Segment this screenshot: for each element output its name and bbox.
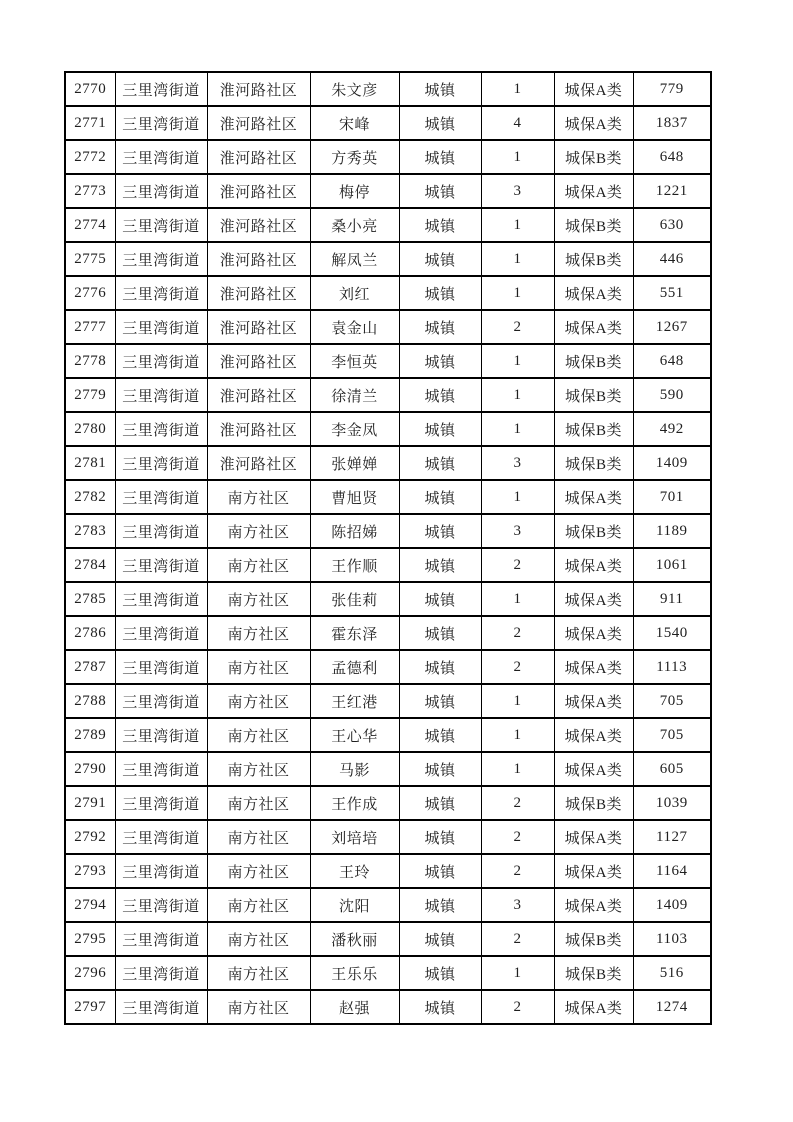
cell-household-count: 3 <box>481 888 554 922</box>
cell-residence-type: 城镇 <box>399 208 481 242</box>
cell-street: 三里湾街道 <box>115 888 207 922</box>
cell-person-name: 方秀英 <box>310 140 399 174</box>
cell-person-name: 王作成 <box>310 786 399 820</box>
cell-serial-number: 2771 <box>65 106 115 140</box>
cell-street: 三里湾街道 <box>115 582 207 616</box>
cell-street: 三里湾街道 <box>115 922 207 956</box>
cell-serial-number: 2783 <box>65 514 115 548</box>
cell-residence-type: 城镇 <box>399 174 481 208</box>
cell-household-count: 4 <box>481 106 554 140</box>
cell-street: 三里湾街道 <box>115 480 207 514</box>
cell-street: 三里湾街道 <box>115 650 207 684</box>
cell-insurance-category: 城保A类 <box>554 752 633 786</box>
cell-residence-type: 城镇 <box>399 650 481 684</box>
cell-household-count: 1 <box>481 208 554 242</box>
cell-street: 三里湾街道 <box>115 718 207 752</box>
cell-community: 淮河路社区 <box>207 310 310 344</box>
cell-person-name: 赵强 <box>310 990 399 1024</box>
cell-residence-type: 城镇 <box>399 990 481 1024</box>
table-row <box>65 956 711 990</box>
table-row <box>65 276 711 310</box>
cell-insurance-category: 城保A类 <box>554 718 633 752</box>
cell-street: 三里湾街道 <box>115 616 207 650</box>
cell-residence-type: 城镇 <box>399 514 481 548</box>
cell-person-name: 宋峰 <box>310 106 399 140</box>
cell-person-name: 袁金山 <box>310 310 399 344</box>
cell-street: 三里湾街道 <box>115 956 207 990</box>
cell-amount: 779 <box>633 72 711 106</box>
cell-person-name: 徐清兰 <box>310 378 399 412</box>
cell-insurance-category: 城保B类 <box>554 786 633 820</box>
table-row <box>65 72 711 106</box>
cell-person-name: 王红港 <box>310 684 399 718</box>
cell-insurance-category: 城保A类 <box>554 854 633 888</box>
table-row <box>65 344 711 378</box>
cell-residence-type: 城镇 <box>399 378 481 412</box>
cell-community: 南方社区 <box>207 786 310 820</box>
cell-amount: 701 <box>633 480 711 514</box>
cell-household-count: 2 <box>481 616 554 650</box>
cell-community: 南方社区 <box>207 480 310 514</box>
cell-amount: 1274 <box>633 990 711 1024</box>
table-row <box>65 786 711 820</box>
cell-household-count: 1 <box>481 344 554 378</box>
table-row <box>65 616 711 650</box>
cell-person-name: 刘培培 <box>310 820 399 854</box>
cell-serial-number: 2778 <box>65 344 115 378</box>
cell-person-name: 张婵婵 <box>310 446 399 480</box>
cell-insurance-category: 城保A类 <box>554 174 633 208</box>
cell-person-name: 李金凤 <box>310 412 399 446</box>
cell-amount: 648 <box>633 344 711 378</box>
cell-street: 三里湾街道 <box>115 412 207 446</box>
cell-serial-number: 2786 <box>65 616 115 650</box>
cell-household-count: 3 <box>481 174 554 208</box>
cell-household-count: 1 <box>481 582 554 616</box>
cell-person-name: 刘红 <box>310 276 399 310</box>
cell-person-name: 王乐乐 <box>310 956 399 990</box>
cell-household-count: 2 <box>481 310 554 344</box>
cell-street: 三里湾街道 <box>115 820 207 854</box>
cell-household-count: 3 <box>481 514 554 548</box>
cell-residence-type: 城镇 <box>399 888 481 922</box>
cell-residence-type: 城镇 <box>399 548 481 582</box>
table-row <box>65 106 711 140</box>
cell-residence-type: 城镇 <box>399 72 481 106</box>
cell-amount: 630 <box>633 208 711 242</box>
cell-street: 三里湾街道 <box>115 990 207 1024</box>
cell-person-name: 马影 <box>310 752 399 786</box>
cell-street: 三里湾街道 <box>115 548 207 582</box>
cell-serial-number: 2773 <box>65 174 115 208</box>
cell-residence-type: 城镇 <box>399 616 481 650</box>
cell-household-count: 2 <box>481 854 554 888</box>
cell-serial-number: 2770 <box>65 72 115 106</box>
cell-amount: 911 <box>633 582 711 616</box>
cell-amount: 1061 <box>633 548 711 582</box>
cell-household-count: 1 <box>481 752 554 786</box>
cell-community: 南方社区 <box>207 922 310 956</box>
cell-residence-type: 城镇 <box>399 344 481 378</box>
cell-insurance-category: 城保B类 <box>554 446 633 480</box>
cell-person-name: 王玲 <box>310 854 399 888</box>
cell-household-count: 1 <box>481 72 554 106</box>
cell-person-name: 朱文彦 <box>310 72 399 106</box>
cell-household-count: 1 <box>481 276 554 310</box>
cell-community: 南方社区 <box>207 718 310 752</box>
cell-community: 南方社区 <box>207 990 310 1024</box>
cell-community: 淮河路社区 <box>207 174 310 208</box>
cell-amount: 1267 <box>633 310 711 344</box>
cell-amount: 1409 <box>633 888 711 922</box>
cell-serial-number: 2797 <box>65 990 115 1024</box>
cell-insurance-category: 城保B类 <box>554 922 633 956</box>
cell-household-count: 3 <box>481 446 554 480</box>
cell-amount: 1103 <box>633 922 711 956</box>
cell-serial-number: 2782 <box>65 480 115 514</box>
cell-household-count: 2 <box>481 922 554 956</box>
cell-community: 淮河路社区 <box>207 72 310 106</box>
table-row <box>65 752 711 786</box>
cell-person-name: 霍东泽 <box>310 616 399 650</box>
cell-residence-type: 城镇 <box>399 480 481 514</box>
cell-insurance-category: 城保A类 <box>554 548 633 582</box>
cell-insurance-category: 城保B类 <box>554 378 633 412</box>
cell-insurance-category: 城保A类 <box>554 820 633 854</box>
cell-amount: 605 <box>633 752 711 786</box>
cell-amount: 516 <box>633 956 711 990</box>
cell-street: 三里湾街道 <box>115 378 207 412</box>
cell-serial-number: 2776 <box>65 276 115 310</box>
cell-residence-type: 城镇 <box>399 854 481 888</box>
cell-serial-number: 2788 <box>65 684 115 718</box>
cell-serial-number: 2772 <box>65 140 115 174</box>
cell-residence-type: 城镇 <box>399 684 481 718</box>
cell-community: 南方社区 <box>207 582 310 616</box>
cell-insurance-category: 城保A类 <box>554 888 633 922</box>
cell-street: 三里湾街道 <box>115 752 207 786</box>
table-row <box>65 990 711 1024</box>
table-row <box>65 650 711 684</box>
cell-residence-type: 城镇 <box>399 752 481 786</box>
cell-insurance-category: 城保A类 <box>554 72 633 106</box>
cell-street: 三里湾街道 <box>115 344 207 378</box>
cell-person-name: 沈阳 <box>310 888 399 922</box>
cell-serial-number: 2775 <box>65 242 115 276</box>
table-row <box>65 310 711 344</box>
cell-residence-type: 城镇 <box>399 922 481 956</box>
cell-amount: 551 <box>633 276 711 310</box>
cell-amount: 590 <box>633 378 711 412</box>
cell-insurance-category: 城保A类 <box>554 276 633 310</box>
cell-insurance-category: 城保A类 <box>554 616 633 650</box>
cell-household-count: 2 <box>481 820 554 854</box>
table-body <box>65 72 711 1024</box>
table-row <box>65 684 711 718</box>
cell-amount: 492 <box>633 412 711 446</box>
cell-community: 南方社区 <box>207 888 310 922</box>
cell-insurance-category: 城保A类 <box>554 650 633 684</box>
cell-amount: 1409 <box>633 446 711 480</box>
cell-person-name: 孟德利 <box>310 650 399 684</box>
cell-insurance-category: 城保A类 <box>554 684 633 718</box>
cell-residence-type: 城镇 <box>399 106 481 140</box>
cell-community: 南方社区 <box>207 956 310 990</box>
cell-amount: 1189 <box>633 514 711 548</box>
cell-residence-type: 城镇 <box>399 412 481 446</box>
cell-person-name: 李恒英 <box>310 344 399 378</box>
cell-person-name: 解凤兰 <box>310 242 399 276</box>
cell-insurance-category: 城保B类 <box>554 514 633 548</box>
table-row <box>65 480 711 514</box>
cell-household-count: 1 <box>481 140 554 174</box>
cell-community: 南方社区 <box>207 650 310 684</box>
table-row <box>65 446 711 480</box>
table-row <box>65 208 711 242</box>
cell-insurance-category: 城保A类 <box>554 582 633 616</box>
cell-serial-number: 2777 <box>65 310 115 344</box>
cell-community: 淮河路社区 <box>207 412 310 446</box>
table-row <box>65 140 711 174</box>
cell-serial-number: 2774 <box>65 208 115 242</box>
cell-household-count: 1 <box>481 684 554 718</box>
cell-street: 三里湾街道 <box>115 310 207 344</box>
cell-residence-type: 城镇 <box>399 582 481 616</box>
table-row <box>65 582 711 616</box>
cell-insurance-category: 城保B类 <box>554 140 633 174</box>
table-row <box>65 514 711 548</box>
cell-community: 淮河路社区 <box>207 276 310 310</box>
cell-community: 南方社区 <box>207 854 310 888</box>
cell-amount: 1221 <box>633 174 711 208</box>
cell-person-name: 梅停 <box>310 174 399 208</box>
cell-street: 三里湾街道 <box>115 174 207 208</box>
cell-amount: 1113 <box>633 650 711 684</box>
cell-serial-number: 2793 <box>65 854 115 888</box>
cell-person-name: 潘秋丽 <box>310 922 399 956</box>
cell-street: 三里湾街道 <box>115 208 207 242</box>
cell-serial-number: 2789 <box>65 718 115 752</box>
cell-amount: 446 <box>633 242 711 276</box>
cell-street: 三里湾街道 <box>115 106 207 140</box>
table-row <box>65 922 711 956</box>
cell-household-count: 2 <box>481 786 554 820</box>
cell-community: 淮河路社区 <box>207 140 310 174</box>
cell-community: 南方社区 <box>207 820 310 854</box>
cell-residence-type: 城镇 <box>399 786 481 820</box>
cell-amount: 1039 <box>633 786 711 820</box>
cell-household-count: 1 <box>481 378 554 412</box>
cell-residence-type: 城镇 <box>399 276 481 310</box>
cell-household-count: 2 <box>481 990 554 1024</box>
table-row <box>65 174 711 208</box>
cell-street: 三里湾街道 <box>115 684 207 718</box>
cell-household-count: 1 <box>481 242 554 276</box>
cell-street: 三里湾街道 <box>115 786 207 820</box>
cell-residence-type: 城镇 <box>399 140 481 174</box>
cell-insurance-category: 城保B类 <box>554 412 633 446</box>
cell-amount: 1127 <box>633 820 711 854</box>
cell-serial-number: 2794 <box>65 888 115 922</box>
cell-insurance-category: 城保B类 <box>554 208 633 242</box>
cell-household-count: 1 <box>481 956 554 990</box>
cell-insurance-category: 城保A类 <box>554 106 633 140</box>
cell-household-count: 2 <box>481 548 554 582</box>
cell-serial-number: 2780 <box>65 412 115 446</box>
table-row <box>65 718 711 752</box>
cell-street: 三里湾街道 <box>115 72 207 106</box>
cell-amount: 705 <box>633 718 711 752</box>
cell-serial-number: 2790 <box>65 752 115 786</box>
cell-person-name: 曹旭贤 <box>310 480 399 514</box>
cell-household-count: 1 <box>481 412 554 446</box>
cell-insurance-category: 城保A类 <box>554 990 633 1024</box>
cell-household-count: 2 <box>481 650 554 684</box>
cell-amount: 1164 <box>633 854 711 888</box>
cell-community: 淮河路社区 <box>207 242 310 276</box>
cell-community: 淮河路社区 <box>207 378 310 412</box>
cell-street: 三里湾街道 <box>115 140 207 174</box>
table-row <box>65 548 711 582</box>
cell-amount: 1540 <box>633 616 711 650</box>
cell-residence-type: 城镇 <box>399 956 481 990</box>
cell-serial-number: 2791 <box>65 786 115 820</box>
cell-insurance-category: 城保B类 <box>554 242 633 276</box>
cell-residence-type: 城镇 <box>399 446 481 480</box>
cell-community: 南方社区 <box>207 514 310 548</box>
cell-serial-number: 2792 <box>65 820 115 854</box>
cell-residence-type: 城镇 <box>399 820 481 854</box>
cell-amount: 705 <box>633 684 711 718</box>
cell-insurance-category: 城保B类 <box>554 956 633 990</box>
table-row <box>65 412 711 446</box>
table-row <box>65 854 711 888</box>
cell-amount: 648 <box>633 140 711 174</box>
table-row <box>65 378 711 412</box>
cell-street: 三里湾街道 <box>115 276 207 310</box>
cell-residence-type: 城镇 <box>399 310 481 344</box>
cell-street: 三里湾街道 <box>115 854 207 888</box>
cell-community: 南方社区 <box>207 684 310 718</box>
cell-serial-number: 2779 <box>65 378 115 412</box>
cell-person-name: 桑小亮 <box>310 208 399 242</box>
cell-insurance-category: 城保A类 <box>554 480 633 514</box>
cell-serial-number: 2781 <box>65 446 115 480</box>
table-row <box>65 820 711 854</box>
cell-amount: 1837 <box>633 106 711 140</box>
cell-serial-number: 2785 <box>65 582 115 616</box>
cell-person-name: 王心华 <box>310 718 399 752</box>
cell-community: 淮河路社区 <box>207 446 310 480</box>
cell-community: 淮河路社区 <box>207 208 310 242</box>
cell-street: 三里湾街道 <box>115 514 207 548</box>
cell-residence-type: 城镇 <box>399 242 481 276</box>
cell-community: 淮河路社区 <box>207 106 310 140</box>
cell-insurance-category: 城保A类 <box>554 310 633 344</box>
cell-community: 南方社区 <box>207 616 310 650</box>
cell-household-count: 1 <box>481 480 554 514</box>
cell-serial-number: 2784 <box>65 548 115 582</box>
cell-serial-number: 2796 <box>65 956 115 990</box>
cell-street: 三里湾街道 <box>115 242 207 276</box>
table-row <box>65 242 711 276</box>
table-row <box>65 888 711 922</box>
cell-community: 南方社区 <box>207 548 310 582</box>
cell-residence-type: 城镇 <box>399 718 481 752</box>
cell-person-name: 王作顺 <box>310 548 399 582</box>
cell-person-name: 张佳莉 <box>310 582 399 616</box>
cell-serial-number: 2787 <box>65 650 115 684</box>
cell-serial-number: 2795 <box>65 922 115 956</box>
cell-community: 南方社区 <box>207 752 310 786</box>
cell-household-count: 1 <box>481 718 554 752</box>
cell-community: 淮河路社区 <box>207 344 310 378</box>
cell-street: 三里湾街道 <box>115 446 207 480</box>
cell-insurance-category: 城保B类 <box>554 344 633 378</box>
benefits-table <box>64 71 712 1025</box>
cell-person-name: 陈招娣 <box>310 514 399 548</box>
